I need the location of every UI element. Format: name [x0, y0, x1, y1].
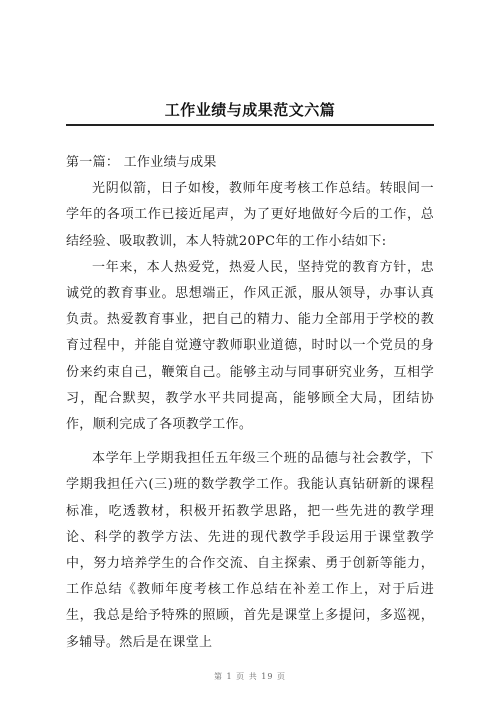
paragraph-3: 本学年上学期我担任五年级三个班的品德与社会教学，下学期我担任六(三)班的数学教学工作。我能认真钻研新的课程标准，吃透教材，积极开拓教学思路，把一些先进的教学理论、科学的教学方法、先进的现代教学手段运用于课堂教学中，努力培养学生的合作交流、自主探索、勇于创新等能力，工作总结《教师年度考核工作总结在补差工作上，对于后进生，我总是给予特殊的照顾，首先是课堂上多提问，多巡视，多辅导。然后是在课堂上	[66, 451, 434, 650]
paragraph-2: 一年来，本人热爱党，热爱人民，坚持党的教育方针，忠诚党的教育事业。思想端正，作风正派，服从领导，办事认真负责。热爱教育事业，把自己的精力、能力全部用于学校的教育过程中，并能自觉遵守教师职业道德，时时以一个党员的身份来约束自己，鞭策自己。能够主动与同事研究业务，互相学习，配合默契，教学水平共同提高，能够顾全大局，团结协作，顺利完成了各项教学工作。	[66, 259, 434, 433]
page-footer: 第 1 页 共 19 页	[214, 672, 286, 681]
document-body	[66, 150, 434, 656]
title-divider	[66, 124, 434, 126]
paragraph-1: 光阴似箭，日子如梭，教师年度考核工作总结。转眼间一学年的各项工作已接近尾声，为了更好地做好今后的工作，总结经验、吸取教训，本人特就20PC年的工作小结如下:	[66, 181, 434, 249]
document-title: 工作业绩与成果范文六篇	[164, 101, 336, 119]
section-heading: 第一篇： 工作业绩与成果	[66, 155, 217, 170]
